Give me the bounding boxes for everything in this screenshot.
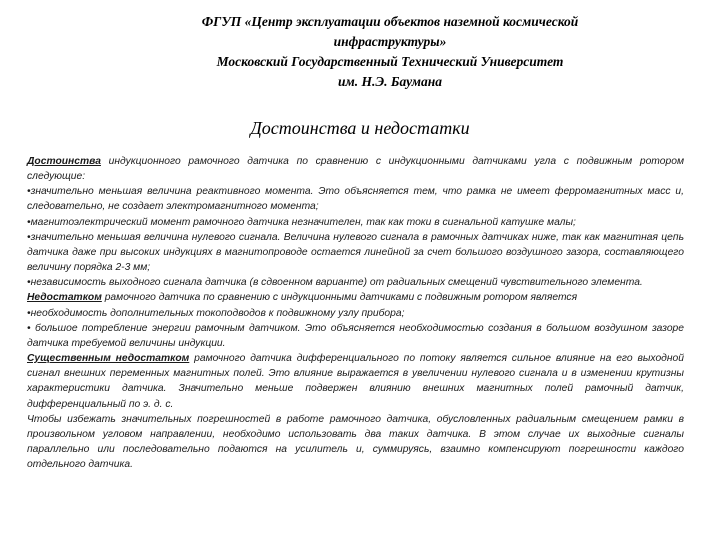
- paragraph: [27, 215, 684, 230]
- paragraph-text: Чтобы избежать значительных погрешностей в работе рамочного датчика, обусловленных радиальным смещением рамки в произвольном угловом направлении, необходимо использовать два таких датчика. В этом случае их выходные сигналы параллельно или последовательно подаются на усилитель и, суммируясь, взаимно компенсируют погрешности каждого отдельного датчика.: [27, 413, 684, 471]
- paragraph: [27, 275, 684, 290]
- paragraph-lead: Недостатком: [27, 292, 102, 304]
- paragraph-text: •значительно меньшая величина нулевого сигнала. Величина нулевого сигнала в рамочных датчиках ниже, так как магнитная цепь датчика даже при высоких индукциях в магнитопроводе остается линейной за счет большого воздушного зазора, составляющего величину порядка 2-3 мм;: [27, 231, 684, 274]
- paragraph-text: индукционного рамочного датчика по сравнению с индукционными датчиками угла с подвижным ротором следующие:: [27, 156, 684, 183]
- paragraph-text: •значительно меньшая величина реактивного момента. Это объясняется тем, что рамка не имеет ферромагнитных масс и, следовательно, не создает электромагнитного момента;: [27, 186, 684, 213]
- organization-header: [150, 12, 630, 92]
- header-line-3: Московский Государственный Технический Университет: [216, 54, 564, 69]
- header-line-4: им. Н.Э. Баумана: [338, 74, 442, 89]
- header-line-2: инфраструктуры»: [333, 34, 447, 49]
- paragraph: [27, 184, 684, 214]
- body-text: [27, 154, 684, 472]
- paragraph: [27, 351, 684, 412]
- paragraph-text: •независимость выходного сигнала датчика (в сдвоенном варианте) от радиальных смещений чувствительного элемента.: [27, 277, 643, 289]
- paragraph-lead: Существенным недостатком: [27, 353, 190, 365]
- slide-title: Достоинства и недостатки: [250, 118, 470, 138]
- paragraph-lead: Достоинства: [27, 156, 101, 167]
- paragraph: [27, 230, 684, 275]
- paragraph: [27, 154, 684, 184]
- paragraph-text: рамочного датчика дифференциального по потоку является сильное влияние на его выходной сигнал внешних переменных магнитных полей. Это влияние выражается в увеличении нулевого сигнала и в изменении крутизны характеристики датчика. Значительно меньше подвержен влиянию внешних магнитных полей рамочный датчик, дифференциальный по э. д. с.: [27, 353, 684, 410]
- paragraph: [27, 290, 684, 305]
- paragraph-text: •необходимость дополнительных токоподводов к подвижному узлу прибора;: [27, 307, 405, 319]
- paragraph: [27, 306, 684, 321]
- paragraph: [27, 321, 684, 351]
- paragraph-text: •магнитоэлектрический момент рамочного датчика незначителен, так как токи в сигнальной катушке малы;: [27, 216, 576, 228]
- paragraph: [27, 412, 684, 473]
- header-line-1: ФГУП «Центр эксплуатации объектов наземной космической: [201, 14, 579, 29]
- paragraph-text: • большое потребление энергии рамочным датчиком. Это объясняется необходимостью создания в большом воздушном зазоре датчика требуемой величины индукции.: [27, 322, 684, 349]
- paragraph-text: рамочного датчика по сравнению с индукционными датчиками с подвижным ротором является: [101, 292, 578, 304]
